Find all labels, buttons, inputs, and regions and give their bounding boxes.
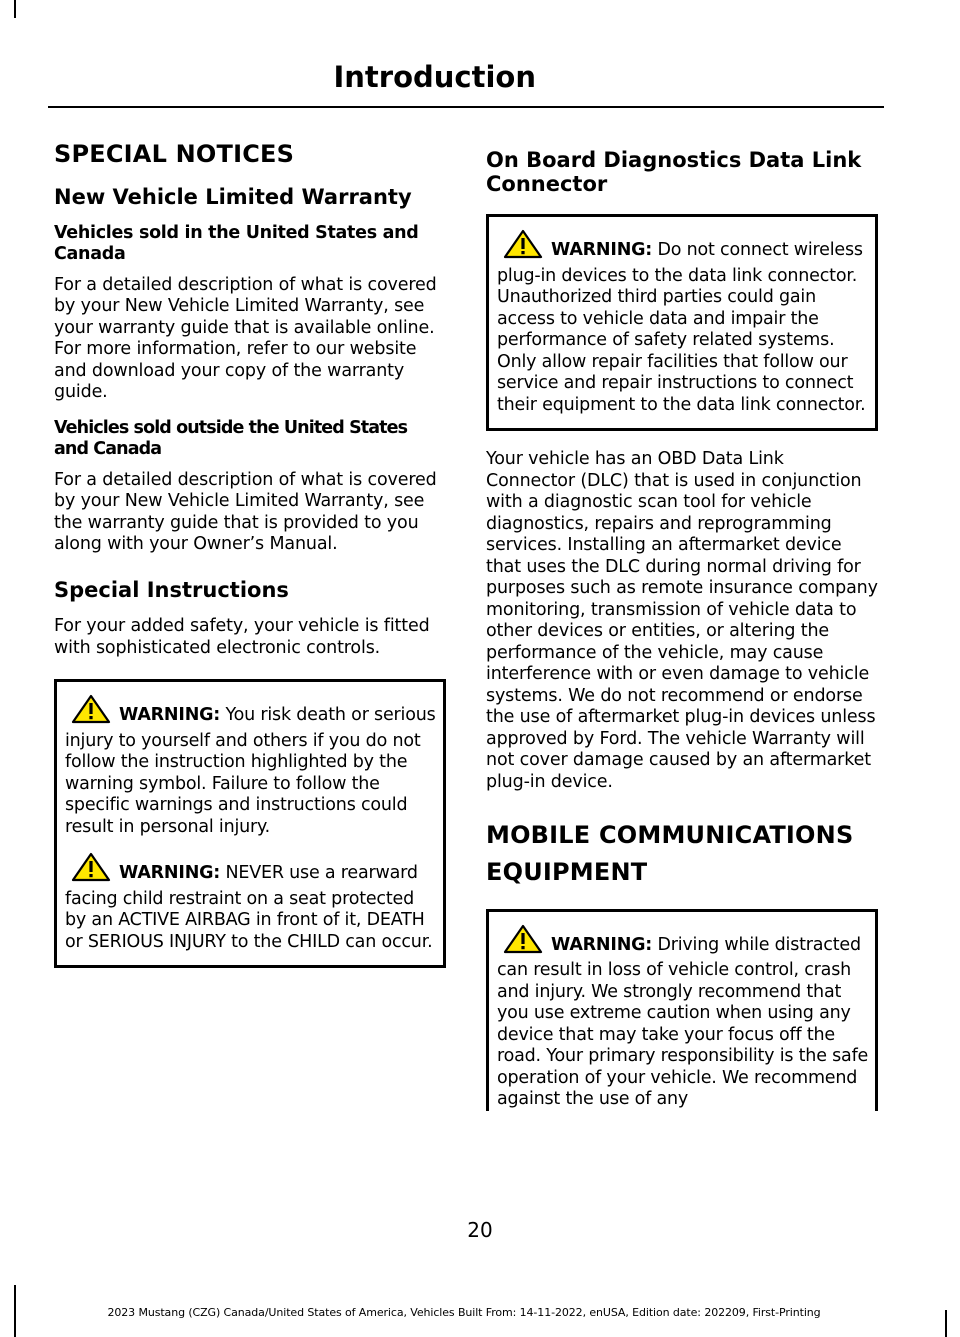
paragraph-us-canada: For a detailed description of what is covered by your New Vehicle Limited Warranty, see your warranty guide that is available online. For more information, refer to our website and download your copy of the warranty guide. <box>54 274 437 403</box>
crop-mark-bottom-right <box>945 1310 947 1337</box>
warning-box-left <box>54 679 446 968</box>
heading-new-vehicle-warranty: New Vehicle Limited Warranty <box>54 184 412 209</box>
warning-item <box>65 694 437 838</box>
warning-triangle-icon <box>503 229 543 266</box>
crop-mark-top-left <box>14 0 16 18</box>
warning-text: NEVER use a rearward facing child restraint on a seat protected by an ACTIVE AIRBAG in front of it, DEATH or SERIOUS INJURY to the CHILD can occur. <box>65 863 433 952</box>
section-title-mobile-line1: MOBILE COMMUNICATIONS <box>486 821 854 850</box>
heading-special-instructions: Special Instructions <box>54 577 289 602</box>
warning-label: WARNING: <box>551 240 653 261</box>
section-title-special-notices: SPECIAL NOTICES <box>54 140 295 168</box>
warning-label: WARNING: <box>119 863 221 884</box>
warning-triangle-icon <box>503 924 543 961</box>
heading-obd: On Board Diagnostics Data Link Connector <box>486 148 862 197</box>
heading-outside-us-canada: Vehicles sold outside the United States and Canada <box>54 417 408 459</box>
page-footer: 2023 Mustang (CZG) Canada/United States of America, Vehicles Built From: 14-11-2022, enUSA, Edition date: 202209, First-Printing <box>107 1306 821 1319</box>
left-column <box>54 140 446 986</box>
heading-us-canada: Vehicles sold in the United States and Canada <box>54 222 419 264</box>
warning-item <box>65 852 437 953</box>
warning-text: Do not connect wireless plug-in devices to the data link connector. Unauthorized third parties could gain access to vehicle data and impair the performance of safety related systems. Only allow repair facilities that follow our service and repair instructions to connect their equipment to the data link connector. <box>497 240 866 415</box>
warning-box-obd <box>486 214 878 431</box>
paragraph-special-instructions: For your added safety, your vehicle is fitted with sophisticated electronic controls. <box>54 616 430 658</box>
warning-item <box>497 229 869 416</box>
warning-label: WARNING: <box>119 705 221 726</box>
warning-text: You risk death or serious injury to yourself and others if you do not follow the instruction highlighted by the warning symbol. Failure to follow the specific warnings and instructions could result in personal injury. <box>65 705 436 837</box>
warning-label: WARNING: <box>551 934 653 955</box>
warning-item <box>497 924 869 1111</box>
header-rule <box>48 106 884 108</box>
warning-box-mobile <box>486 909 878 1111</box>
paragraph-obd: Your vehicle has an OBD Data Link Connector (DLC) that is used in conjunction with a diagnostic scan tool for vehicle diagnostics, repairs and reprogramming services. Installing an aftermarket device that uses the DLC during normal driving for purposes such as remote insurance company monitoring, transmission of vehicle data to other devices or entities, or altering the performance of the vehicle, may cause interference with or even damage to vehicle systems. We do not recommend or endorse the use of aftermarket plug-in devices unless approved by Ford. The vehicle Warranty will not cover damage caused by an aftermarket plug-in device. <box>486 449 878 792</box>
paragraph-outside-us-canada: For a detailed description of what is covered by your New Vehicle Limited Warranty, see the warranty guide that is provided to you along with your Owner’s Manual. <box>54 469 437 555</box>
warning-triangle-icon <box>71 852 111 889</box>
section-title-mobile-line2: EQUIPMENT <box>486 858 648 887</box>
page-title: Introduction <box>333 60 536 94</box>
page-number: 20 <box>467 1218 493 1242</box>
right-column <box>486 148 878 1111</box>
warning-text: Driving while distracted can result in loss of vehicle control, crash and injury. We strongly recommend that you use extreme caution when using any device that may take your focus off the road. Your primary responsibility is the safe operation of your vehicle. We recommend against the use of any <box>497 934 869 1110</box>
warning-triangle-icon <box>71 694 111 731</box>
